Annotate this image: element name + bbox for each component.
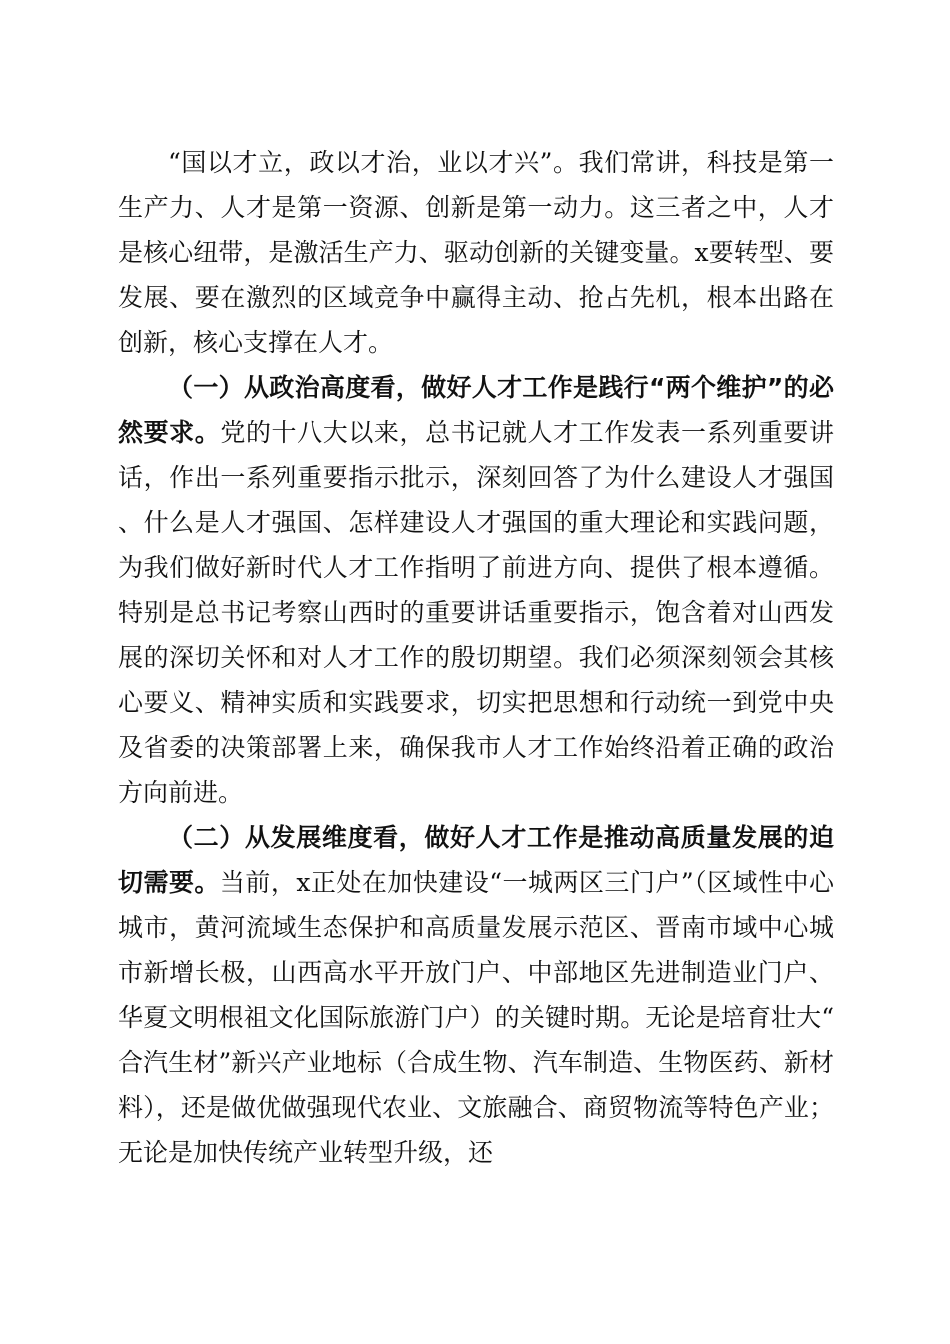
paragraph-text: 党的十八大以来，总书记就人才工作发表一系列重要讲话，作出一系列重要指示批示，深刻回答了为什么建设人才强国、什么是人才强国、怎样建设人才强国的重大理论和实践问题，为我们做好新时代人才工作指明了前进方向、提供了根本遵循。特别是总书记考察山西时的重要讲话重要指示，饱含着对山西发展的深切关怀和对人才工作的殷切期望。我们必须深刻领会其核心要义、精神实质和实践要求，切实把思想和行动统一到党中央及省委的决策部署上来，确保我市人才工作始终沿着正确的政治方向前进。	[118, 418, 834, 807]
paragraph-political-height	[118, 365, 834, 815]
paragraph-lead: （一）从政治高度看，做好人才工作是践行“两个维护”的必然要求。	[118, 373, 834, 447]
paragraph-development-dimension	[118, 815, 834, 1175]
paragraph-text: “国以才立，政以才治，业以才兴”。我们常讲，科技是第一生产力、人才是第一资源、创新是第一动力。这三者之中，人才是核心纽带，是激活生产力、驱动创新的关键变量。x要转型、要发展、要在激烈的区域竞争中赢得主动、抢占先机，根本出路在创新，核心支撑在人才。	[118, 148, 834, 357]
document-body	[118, 140, 834, 1175]
paragraph-lead: （二）从发展维度看，做好人才工作是推动高质量发展的迫切需要。	[118, 823, 834, 897]
paragraph-intro	[118, 140, 834, 365]
paragraph-text: 当前，x正处在加快建设“一城两区三门户”（区域性中心城市，黄河流域生态保护和高质量发展示范区、晋南市域中心城市新增长极，山西高水平开放门户、中部地区先进制造业门户、华夏文明根祖文化国际旅游门户）的关键时期。无论是培育壮大“合汽生材”新兴产业地标（合成生物、汽车制造、生物医药、新材料），还是做优做强现代农业、文旅融合、商贸物流等特色产业；无论是加快传统产业转型升级，还	[118, 868, 834, 1167]
